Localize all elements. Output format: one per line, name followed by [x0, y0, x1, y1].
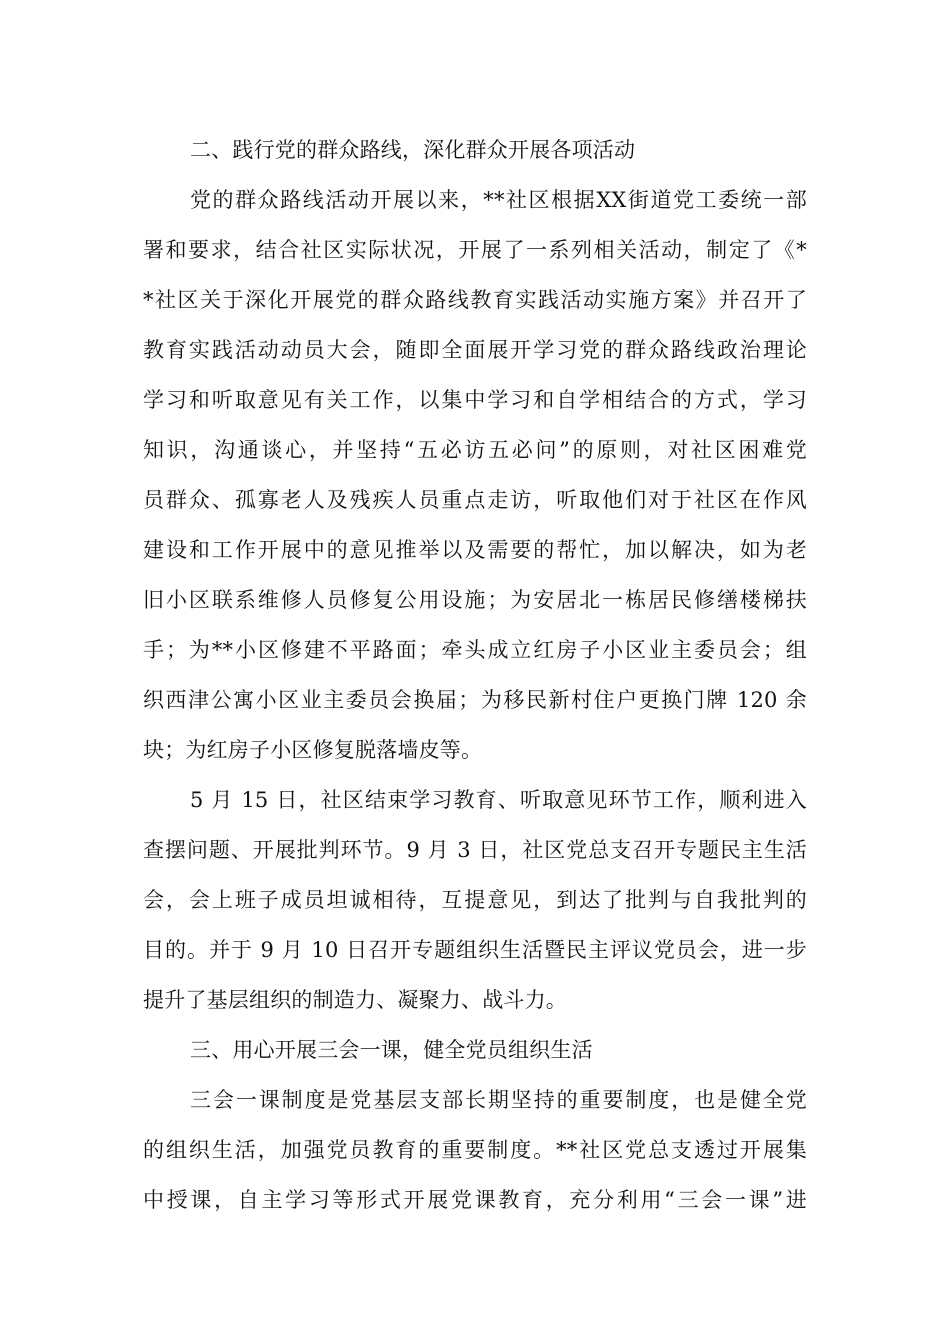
- paragraph-line: 教育实践活动动员大会，随即全面展开学习党的群众路线政治理论: [143, 338, 807, 362]
- paragraph-line: 会，会上班子成员坦诚相待，互提意见，到达了批判与自我批判的: [143, 888, 807, 912]
- section-heading: 二、践行党的群众路线，深化群众开展各项活动: [190, 138, 636, 162]
- paragraph-line: 块；为红房子小区修复脱落墙皮等。: [143, 738, 483, 762]
- paragraph-line: 党的群众路线活动开展以来，**社区根据XX街道党工委统一部: [190, 188, 807, 212]
- paragraph-line: 三会一课制度是党基层支部长期坚持的重要制度，也是健全党: [190, 1088, 807, 1112]
- paragraph-line: 织西津公寓小区业主委员会换届；为移民新村住户更换门牌 120 余: [143, 688, 807, 712]
- paragraph-line: 目的。并于 9 月 10 日召开专题组织生活暨民主评议党员会，进一步: [143, 938, 807, 962]
- paragraph-line: 员群众、孤寡老人及残疾人员重点走访，听取他们对于社区在作风: [143, 488, 807, 512]
- paragraph-line: 5 月 15 日，社区结束学习教育、听取意见环节工作，顺利进入: [190, 788, 807, 812]
- paragraph-line: 知识，沟通谈心，并坚持“五必访五必问”的原则，对社区困难党: [143, 438, 807, 462]
- paragraph-line: 提升了基层组织的制造力、凝聚力、战斗力。: [143, 988, 567, 1012]
- paragraph-line: 旧小区联系维修人员修复公用设施；为安居北一栋居民修缮楼梯扶: [143, 588, 807, 612]
- paragraph-line: 署和要求，结合社区实际状况，开展了一系列相关活动，制定了《*: [143, 238, 807, 262]
- section-heading: 三、用心开展三会一课，健全党员组织生活: [190, 1038, 593, 1062]
- paragraph-line: *社区关于深化开展党的群众路线教育实践活动实施方案》并召开了: [143, 288, 807, 312]
- paragraph-line: 查摆问题、开展批判环节。9 月 3 日，社区党总支召开专题民主生活: [143, 838, 807, 862]
- paragraph-line: 的组织生活，加强党员教育的重要制度。**社区党总支透过开展集: [143, 1138, 807, 1162]
- paragraph-line: 学习和听取意见有关工作，以集中学习和自学相结合的方式，学习: [143, 388, 807, 412]
- paragraph-line: 中授课，自主学习等形式开展党课教育，充分利用“三会一课”进: [143, 1188, 807, 1212]
- paragraph-line: 建设和工作开展中的意见推举以及需要的帮忙，加以解决，如为老: [143, 538, 807, 562]
- paragraph-line: 手；为**小区修建不平路面；牵头成立红房子小区业主委员会；组: [143, 638, 807, 662]
